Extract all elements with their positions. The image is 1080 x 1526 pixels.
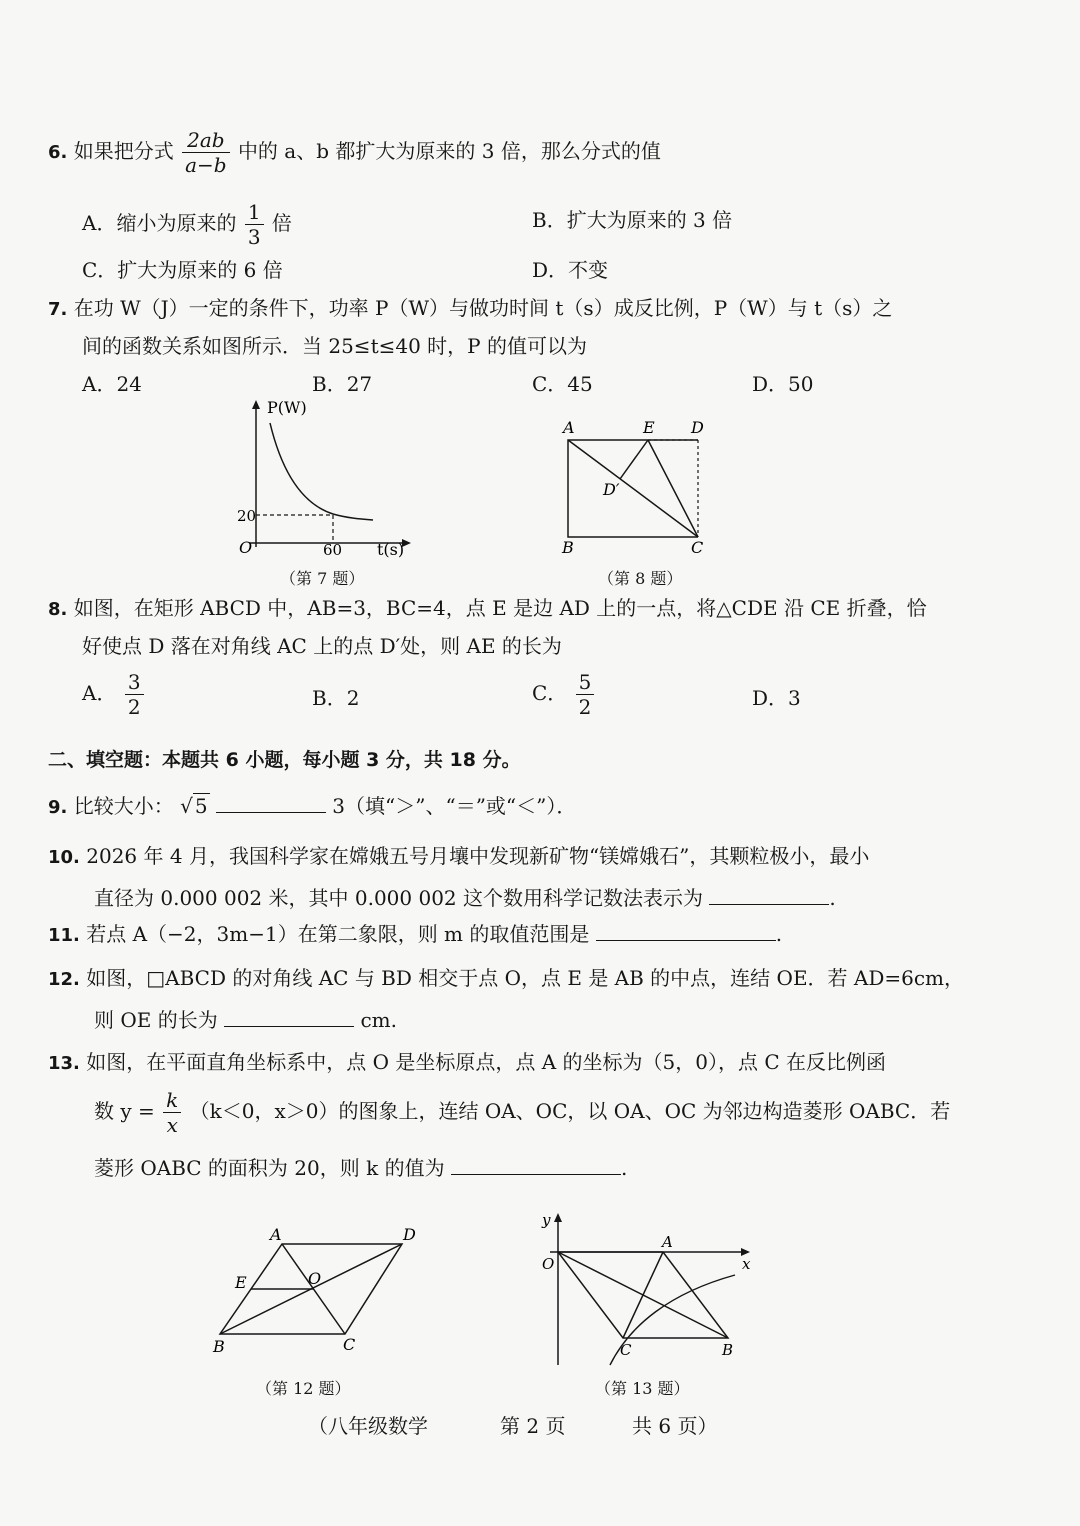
question-number: 10. xyxy=(48,847,80,868)
answer-blank-11[interactable] xyxy=(596,920,776,941)
option-8c: C． $\frac{5}{2}$ xyxy=(532,670,596,719)
question-text: 中的 a、b 都扩大为原来的 3 倍，那么分式的值 xyxy=(237,139,661,163)
answer-blank-12[interactable] xyxy=(224,1006,354,1027)
question-8 xyxy=(48,594,927,624)
inverse-curve xyxy=(270,423,373,520)
caption-7: （第 7 题） xyxy=(280,569,365,588)
question-number: 6. xyxy=(48,142,68,163)
point-b-label: B xyxy=(562,538,574,557)
option-7c: C．45 xyxy=(532,372,593,396)
question-text: 如图，在平面直角坐标系中，点 O 是坐标原点，点 A 的坐标为（5，0），点 C 在反比例函 xyxy=(86,1050,886,1074)
answer-blank-10[interactable] xyxy=(709,884,829,905)
question-8-line2: 好使点 D 落在对角线 AC 上的点 D′处，则 AE 的长为 xyxy=(82,634,562,658)
point-c-label: C xyxy=(620,1341,632,1359)
question-number: 7. xyxy=(48,299,68,320)
question-text: 3（填“＞”、“＝”或“＜”）． xyxy=(332,794,577,818)
point-a-label: A xyxy=(270,1225,282,1244)
answer-blank-13[interactable] xyxy=(451,1154,621,1175)
question-9 xyxy=(48,792,576,822)
caption-13: （第 13 题） xyxy=(595,1379,690,1398)
x-axis-label: t(s) xyxy=(377,540,405,559)
caption-12: （第 12 题） xyxy=(256,1379,351,1398)
y-axis-arrow-icon xyxy=(554,1213,562,1222)
square-root-5: √ 5 xyxy=(180,794,208,818)
footer-total-pages: 共 6 页） xyxy=(632,1414,718,1438)
fold-line-ec xyxy=(648,440,698,537)
question-number: 12. xyxy=(48,969,80,990)
x-tick-label: 60 xyxy=(323,541,343,559)
option-6a: A．缩小为原来的 $\frac{1}{3}$ 倍 xyxy=(82,200,292,249)
y-tick-label: 20 xyxy=(237,507,257,525)
figure-8-rectangle xyxy=(555,415,715,565)
fraction-three-halves: $\frac{3}{2}$ xyxy=(125,670,144,719)
question-12-line2: 则 OE 的长为 cm. xyxy=(94,1008,397,1032)
point-o-label: O xyxy=(308,1269,322,1288)
figure-7-graph xyxy=(225,395,425,565)
question-number: 9. xyxy=(48,797,68,818)
question-number: 13. xyxy=(48,1053,80,1074)
x-axis-label: x xyxy=(742,1255,751,1273)
origin-label: O xyxy=(542,1255,555,1273)
question-text: 如果把分式 xyxy=(73,139,174,163)
point-c-label: C xyxy=(691,538,704,557)
y-axis-arrow-icon xyxy=(252,400,260,409)
option-6d: D．不变 xyxy=(532,258,609,282)
fraction-one-third: $\frac{1}{3}$ xyxy=(245,200,264,249)
question-text: 若点 A（−2，3m−1）在第二象限，则 m 的取值范围是 xyxy=(86,922,590,946)
point-d-label: D xyxy=(403,1225,416,1244)
caption-8: （第 8 题） xyxy=(598,569,683,588)
point-d-label: D xyxy=(691,418,704,437)
fraction-five-halves: $\frac{5}{2}$ xyxy=(576,670,595,719)
y-axis-label: P(W) xyxy=(267,398,307,417)
option-7b: B．27 xyxy=(312,372,373,396)
question-10 xyxy=(48,842,869,872)
option-7d: D．50 xyxy=(752,372,814,396)
point-a-label: A xyxy=(563,418,575,437)
question-13-line2: 数 y = $\frac{k}{x}$ （k＜0，x＞0）的图象上，连结 OA、OC，以 OA、OC 为邻边构造菱形 OABC．若 xyxy=(94,1088,951,1137)
question-7 xyxy=(48,294,892,324)
option-6c: C．扩大为原来的 6 倍 xyxy=(82,258,283,282)
question-13 xyxy=(48,1048,886,1078)
option-8d: D．3 xyxy=(752,686,801,710)
option-6b: B．扩大为原来的 3 倍 xyxy=(532,208,733,232)
diagonal-ac xyxy=(623,1252,663,1338)
option-7a: A．24 xyxy=(82,372,142,396)
figure-12-parallelogram xyxy=(205,1222,435,1362)
question-number: 8. xyxy=(48,599,68,620)
figure-13-rhombus xyxy=(530,1205,760,1375)
point-b-label: B xyxy=(722,1341,734,1359)
origin-label: O xyxy=(239,538,253,557)
question-text: 如图，在矩形 ABCD 中，AB=3，BC=4，点 E 是边 AD 上的一点，将△CDE 沿 CE 折叠，恰 xyxy=(73,596,927,620)
point-e-label: E xyxy=(235,1273,247,1292)
fraction-k-over-x: $\frac{k}{x}$ xyxy=(163,1088,181,1137)
question-11: 11. 若点 A（−2，3m−1）在第二象限，则 m 的取值范围是 . xyxy=(48,922,783,946)
point-b-label: B xyxy=(213,1337,225,1356)
question-6 xyxy=(48,128,661,177)
option-8b: B．2 xyxy=(312,686,360,710)
point-c-label: C xyxy=(343,1335,356,1354)
footer-subject: （八年级数学 xyxy=(308,1414,428,1438)
question-12 xyxy=(48,964,964,994)
question-13-line3: 菱形 OABC 的面积为 20，则 k 的值为 . xyxy=(94,1156,628,1180)
option-8a: A． $\frac{3}{2}$ xyxy=(82,670,146,719)
answer-blank-9[interactable] xyxy=(216,792,326,813)
footer-page-number: 第 2 页 xyxy=(500,1414,566,1438)
question-text: 2026 年 4 月，我国科学家在嫦娥五号月壤中发现新矿物“镁嫦娥石”，其颗粒极小，最小 xyxy=(86,844,870,868)
question-text: 比较大小： xyxy=(73,794,174,818)
point-a-label: A xyxy=(662,1233,673,1251)
point-d-prime-label: D′ xyxy=(603,480,620,499)
question-text: 如图，□ABCD 的对角线 AC 与 BD 相交于点 O，点 E 是 AB 的中点，连结 OE．若 AD=6cm， xyxy=(86,966,965,990)
question-10-line2: 直径为 0.000 002 米，其中 0.000 002 这个数用科学记数法表示为 . xyxy=(94,886,836,910)
question-7-line2: 间的函数关系如图所示．当 25≤t≤40 时，P 的值可以为 xyxy=(82,334,587,358)
fraction-2ab-over-a-minus-b: $\frac{2ab}{a-b}$ xyxy=(182,128,229,177)
diagonal-ac xyxy=(568,440,698,537)
section-2-heading: 二、填空题：本题共 6 小题，每小题 3 分，共 18 分。 xyxy=(48,749,521,771)
question-text: 在功 W（J）一定的条件下，功率 P（W）与做功时间 t（s）成反比例，P（W）与 t（s）之 xyxy=(73,296,893,320)
point-e-label: E xyxy=(643,418,655,437)
segment-ed-prime xyxy=(620,440,648,479)
question-number: 11. xyxy=(48,925,80,946)
y-axis-label: y xyxy=(542,1211,551,1229)
